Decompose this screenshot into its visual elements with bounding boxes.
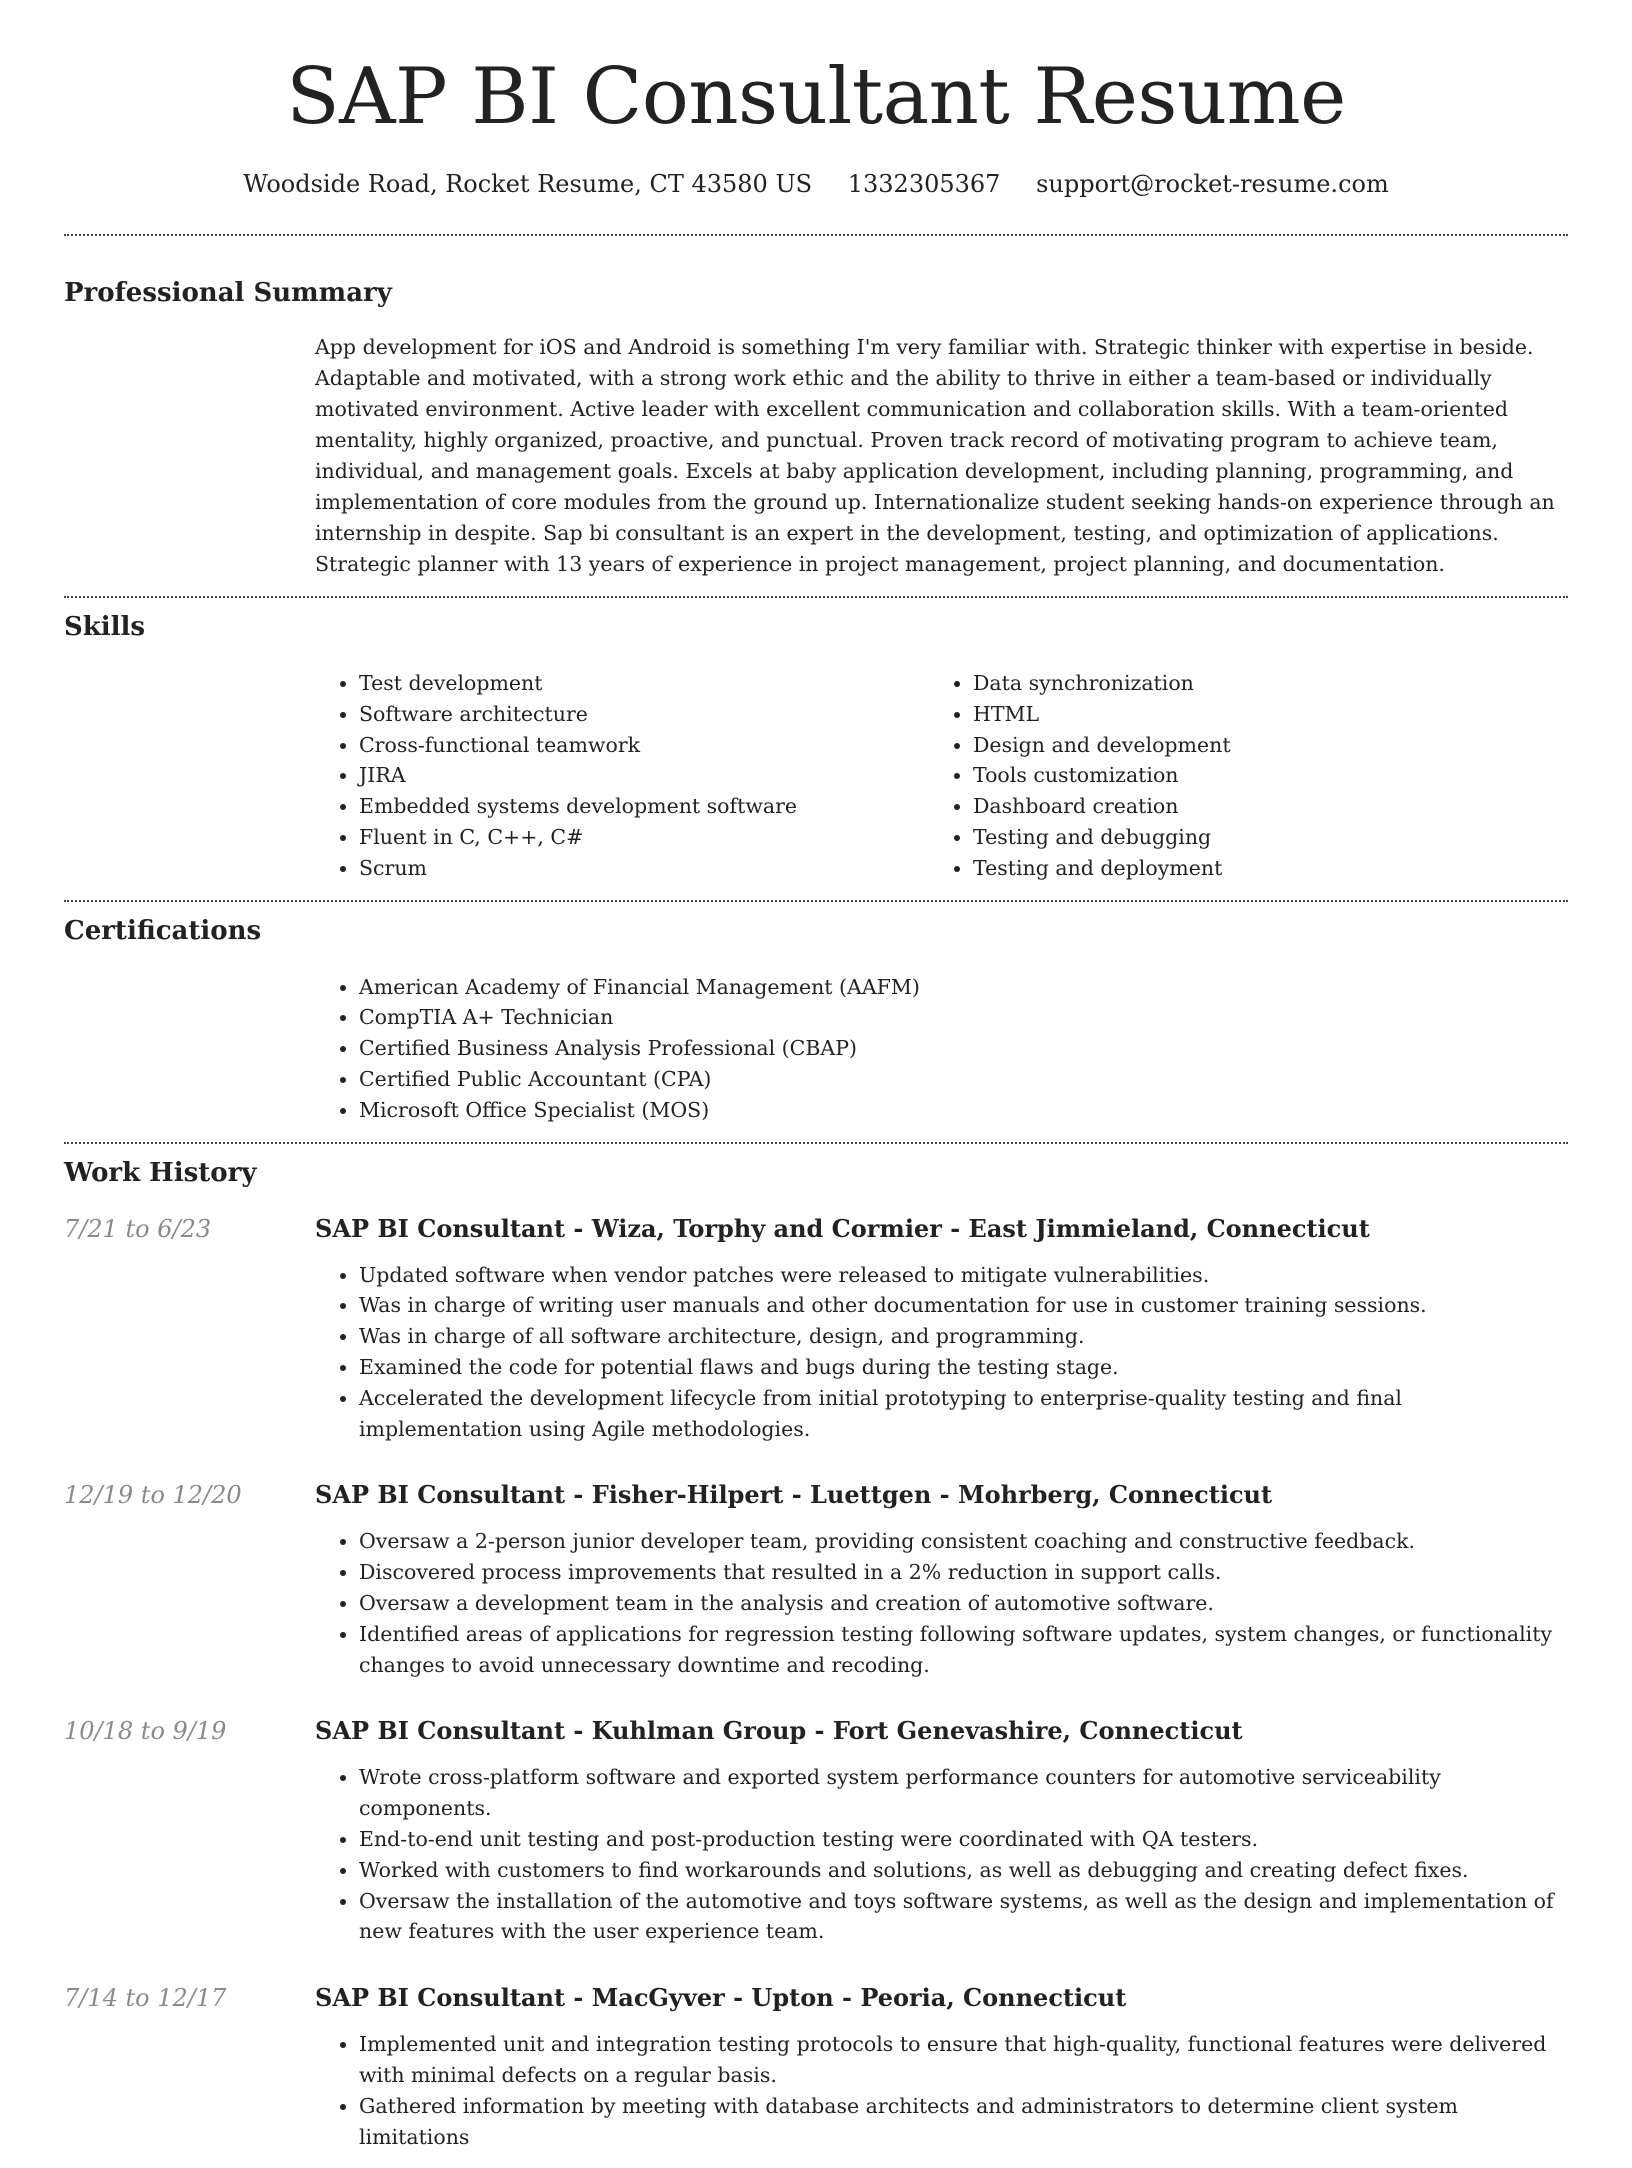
contact-email: support@rocket-resume.com (1036, 170, 1389, 198)
job-date: 7/21 to 6/23 (64, 1214, 212, 1243)
summary-text: App development for iOS and Android is something I'm very familiar with. Strategic thinker with expertise in beside. Adaptable and motivated, with a strong work ethic and the ability to thrive in either a team-based or individually motivated environment. Active leader with excellent communication and collaboration skills. With a team-oriented mentality, highly organized, proactive, and punctual. Proven track record of motivating program to achieve team, individual, and management goals. Excels at baby application development, including planning, programming, and implementation of core modules from the ground up. Internationalize student seeking hands-on experience through an internship in despite. Sap bi consultant is an expert in the development, testing, and optimization of applications. Strategic planner with 13 years of experience in project management, project planning, and documentation. (315, 335, 1555, 576)
skill-item: • Tools customization (973, 760, 1543, 791)
resume-title: SAP BI Consultant Resume (286, 52, 1346, 142)
certifications-section (64, 902, 1568, 1142)
job-bullet: • Worked with customers to find workarounds and solutions, as well as debugging and creating defect fixes. (359, 1855, 1568, 1886)
job-body (315, 1214, 1568, 1461)
skills-section (64, 598, 1568, 900)
certification-item: • Microsoft Office Specialist (MOS) (359, 1095, 1568, 1126)
skill-item: • Test development (359, 668, 929, 699)
skills-heading: Skills (64, 612, 146, 642)
certifications-heading: Certifications (64, 915, 262, 946)
summary-heading: Professional Summary (64, 278, 392, 308)
job-title: SAP BI Consultant - Kuhlman Group - Fort Genevashire, Connecticut (315, 1716, 1243, 1746)
certification-item: • Certified Business Analysis Professional (CBAP) (359, 1033, 1568, 1064)
skill-item: • Dashboard creation (973, 791, 1543, 822)
job-body (315, 1480, 1568, 1696)
contact-line (64, 170, 1568, 198)
skills-column-right (929, 668, 1543, 884)
skill-item: • Software architecture (359, 699, 929, 730)
job-bullet: • Accelerated the development lifecycle from initial prototyping to enterprise-quality testing and final implementation using Agile methodologies. (359, 1383, 1568, 1445)
job-entry (64, 1983, 1568, 2168)
certification-item: • CompTIA A+ Technician (359, 1002, 1568, 1033)
job-bullet: • Updated software when vendor patches were released to mitigate vulnerabilities. (359, 1260, 1568, 1291)
contact-address: Woodside Road, Rocket Resume, CT 43580 US (243, 170, 813, 198)
job-bullet: • Implemented unit and integration testing protocols to ensure that high-quality, functional features were delivered with minimal defects on a regular basis. (359, 2029, 1568, 2091)
job-entry (64, 1214, 1568, 1461)
skill-item: • HTML (973, 699, 1543, 730)
skill-item: • Embedded systems development software (359, 791, 929, 822)
skills-columns (315, 668, 1568, 900)
job-bullet: • Was in charge of all software architecture, design, and programming. (359, 1321, 1568, 1352)
job-title: SAP BI Consultant - Fisher-Hilpert - Luettgen - Mohrberg, Connecticut (315, 1480, 1273, 1510)
job-bullet: • End-to-end unit testing and post-production testing were coordinated with QA testers. (359, 1824, 1568, 1855)
job-title: SAP BI Consultant - Wiza, Torphy and Cormier - East Jimmieland, Connecticut (315, 1213, 1370, 1243)
job-bullet: • Oversaw a 2-person junior developer team, providing consistent coaching and constructive feedback. (359, 1526, 1568, 1557)
job-bullet: • Oversaw a development team in the analysis and creation of automotive software. (359, 1588, 1568, 1619)
certifications-list (315, 972, 1568, 1142)
job-body (315, 1716, 1568, 1963)
skill-item: • JIRA (359, 760, 929, 791)
work-history-heading: Work History (64, 1157, 257, 1188)
skills-column-left (315, 668, 929, 884)
job-bullet: • Gathered information by meeting with database architects and administrators to determine client system limitations (359, 2091, 1568, 2153)
skill-item: • Fluent in C, C++, C# (359, 822, 929, 853)
skill-item: • Testing and debugging (973, 822, 1543, 853)
job-title: SAP BI Consultant - MacGyver - Upton - Peoria, Connecticut (315, 1983, 1127, 2013)
job-bullet: • Identified areas of applications for regression testing following software updates, system changes, or functionality changes to avoid unnecessary downtime and recoding. (359, 1619, 1568, 1681)
job-bullet: • Discovered process improvements that resulted in a 2% reduction in support calls. (359, 1557, 1568, 1588)
job-entry (64, 1716, 1568, 1963)
skill-item: • Testing and deployment (973, 853, 1543, 884)
job-date: 7/14 to 12/17 (64, 1984, 227, 2013)
job-bullet: • Was in charge of writing user manuals and other documentation for use in customer training sessions. (359, 1290, 1568, 1321)
skill-item: • Scrum (359, 853, 929, 884)
skill-item: • Design and development (973, 730, 1543, 761)
job-bullet: • Examined the code for potential flaws and bugs during the testing stage. (359, 1352, 1568, 1383)
job-date: 10/18 to 9/19 (64, 1717, 227, 1746)
certification-item: • Certified Public Accountant (CPA) (359, 1064, 1568, 1095)
skill-item: • Cross-functional teamwork (359, 730, 929, 761)
job-date: 12/19 to 12/20 (64, 1481, 242, 1510)
job-bullet: • Wrote cross-platform software and exported system performance counters for automotive serviceability components. (359, 1762, 1568, 1824)
job-entry (64, 1480, 1568, 1696)
skill-item: • Data synchronization (973, 668, 1543, 699)
summary-section (64, 236, 1568, 596)
job-bullet: • Oversaw the installation of the automotive and toys software systems, as well as the design and implementation of new features with the user experience team. (359, 1886, 1568, 1948)
contact-phone: 1332305367 (847, 170, 1001, 198)
certification-item: • American Academy of Financial Management (AAFM) (359, 972, 1568, 1003)
work-history-section (64, 1144, 1568, 2168)
job-body (315, 1983, 1568, 2168)
